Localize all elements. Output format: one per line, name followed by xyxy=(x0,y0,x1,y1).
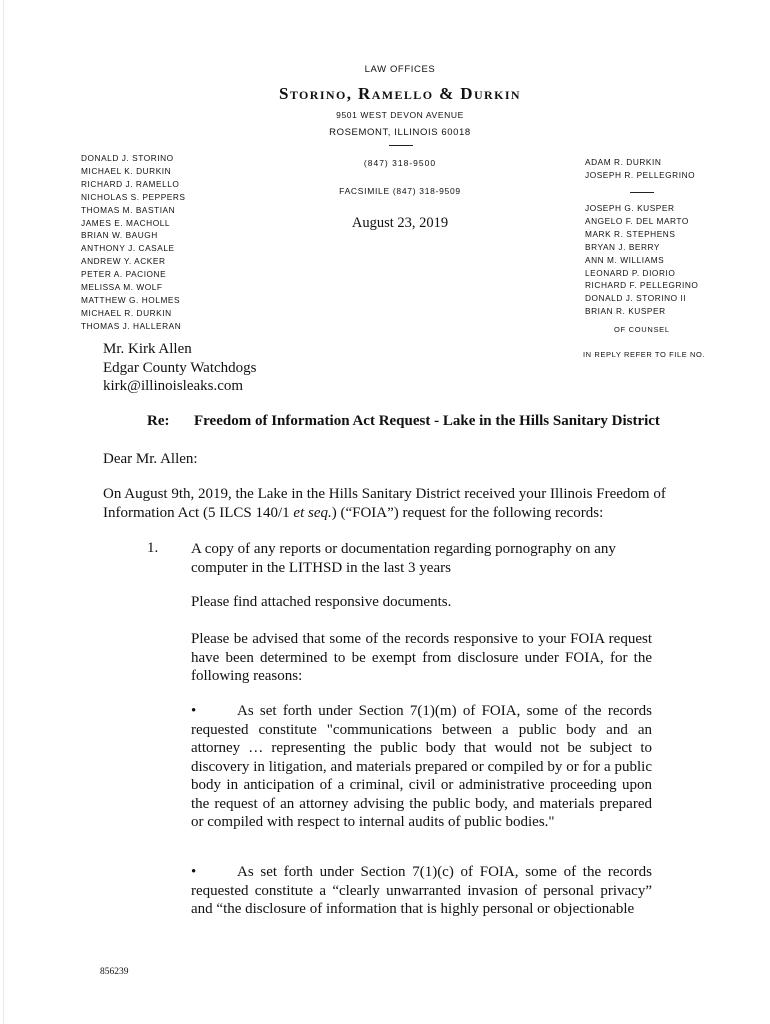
recipient-address xyxy=(103,340,257,396)
letterhead-firm-name: Storino, Ramello & Durkin xyxy=(279,84,521,103)
recipient-name: Mr. Kirk Allen xyxy=(103,341,192,357)
attorney-name: JAMES E. MACHOLL xyxy=(81,217,171,228)
attorney-name: MICHAEL R. DURKIN xyxy=(81,307,172,318)
attached-documents-note: Please find attached responsive documents. xyxy=(191,594,452,610)
intro-text-start: On August 9th, 2019, the Lake in the Hills Sanitary District received your Illinois Freedom of Information Act (5 ILCS 140/1 xyxy=(103,486,666,521)
recipient-organization: Edgar County Watchdogs xyxy=(103,359,257,376)
attorney-name: ANGELO F. DEL MARTO xyxy=(585,215,689,226)
attorney-name: BRIAN R. KUSPER xyxy=(585,306,666,317)
attorney-name: THOMAS J. HALLERAN xyxy=(81,320,182,331)
attorney-name: JOSEPH G. KUSPER xyxy=(585,203,675,213)
scan-edge-artifact xyxy=(3,0,4,1024)
letterhead-fax: FACSIMILE (847) 318-9509 xyxy=(339,186,461,196)
letterhead-phone: (847) 318-9500 xyxy=(363,158,437,168)
request-item-text: A copy of any reports or documentation regarding pornography on any computer in the LITHSD in the last 3 years xyxy=(191,541,616,576)
attorney-list-left xyxy=(81,152,186,333)
letterhead-city: ROSEMONT, ILLINOIS 60018 xyxy=(329,127,471,138)
attorney-list-divider xyxy=(630,192,654,193)
attorney-name: ANDREW Y. ACKER xyxy=(81,256,166,267)
bullet-icon: • xyxy=(191,703,197,719)
bullet-icon: • xyxy=(191,864,197,880)
attorney-name: NICHOLAS S. PEPPERS xyxy=(81,191,186,202)
salutation: Dear Mr. Allen: xyxy=(103,451,198,467)
recipient-email: kirk@illinoisleaks.com xyxy=(103,378,244,394)
attorney-name: ADAM R. DURKIN xyxy=(585,157,662,167)
attorney-name: ANN M. WILLIAMS xyxy=(585,254,665,265)
attorney-list-right-bottom xyxy=(585,202,698,318)
attorney-name: DONALD J. STORINO xyxy=(81,153,174,163)
letterhead-street: 9501 WEST DEVON AVENUE xyxy=(336,110,464,120)
attorney-name: MARK R. STEPHENS xyxy=(585,228,676,239)
exemption-reason-1-text: As set forth under Section 7(1)(m) of FOIA, some of the records requested constitute "communications between a public body and an attorney … representing the public body that would not be subject to discovery in litigation, and materials prepared or compiled by or for a public body in anticipation of a criminal, civil or administrative proceeding upon the request of an attorney advising the public body, and materials prepared or compiled with respect to internal audits of public bodies." xyxy=(191,703,652,830)
attorney-name: LEONARD P. DIORIO xyxy=(585,267,676,278)
exemption-notice: Please be advised that some of the records responsive to your FOIA request have been determined to be exempt from disclosure under FOIA, for the following reasons: xyxy=(191,631,652,684)
letter-date: August 23, 2019 xyxy=(351,215,449,231)
attorney-name: MELISSA M. WOLF xyxy=(81,282,163,293)
letterhead-law-offices: LAW OFFICES xyxy=(364,64,436,75)
exemption-reason-2-text: As set forth under Section 7(1)(c) of FOIA, some of the records requested constitute a “clearly unwarranted invasion of personal privacy” and “the disclosure of information that is highly personal or objectionable xyxy=(191,864,652,917)
attorney-name: ANTHONY J. CASALE xyxy=(81,243,175,254)
attorney-name: MICHAEL K. DURKIN xyxy=(81,165,172,176)
exemption-reason-2 xyxy=(191,863,652,919)
intro-text-italic: et seq. xyxy=(293,504,332,521)
attorney-name: RICHARD J. RAMELLO xyxy=(81,178,180,189)
of-counsel-label: OF COUNSEL xyxy=(614,325,670,334)
item-number: 1. xyxy=(147,540,159,556)
re-subject: Freedom of Information Act Request - Lake in the Hills Sanitary District xyxy=(194,413,660,429)
attorney-list-right-top xyxy=(585,156,695,182)
attorney-name: MATTHEW G. HOLMES xyxy=(81,294,181,305)
intro-paragraph xyxy=(103,485,693,522)
attorney-name: RICHARD F. PELLEGRINO xyxy=(585,280,699,291)
attorney-name: PETER A. PACIONE xyxy=(81,269,167,280)
letterhead-divider xyxy=(389,145,413,146)
reply-reference-label: IN REPLY REFER TO FILE NO. xyxy=(583,350,706,359)
re-label: Re: xyxy=(147,413,170,429)
intro-text-end: ) (“FOIA”) request for the following records: xyxy=(331,504,604,521)
attorney-name: THOMAS M. BASTIAN xyxy=(81,204,176,215)
attorney-name: JOSEPH R. PELLEGRINO xyxy=(585,169,696,180)
exemption-reason-1 xyxy=(191,702,652,832)
attorney-name: BRIAN W. BAUGH xyxy=(81,230,158,241)
document-id: 856239 xyxy=(100,967,129,977)
attorney-name: DONALD J. STORINO II xyxy=(585,293,687,304)
attorney-name: BRYAN J. BERRY xyxy=(585,241,661,252)
